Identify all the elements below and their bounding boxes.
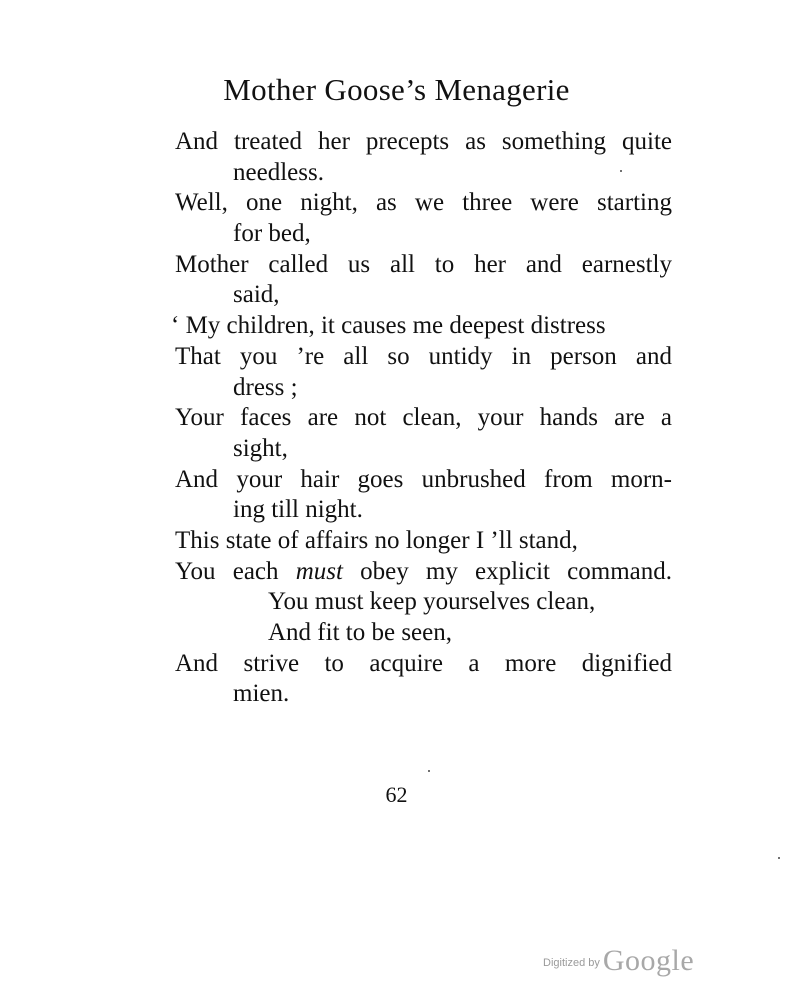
poem-line: mien. xyxy=(233,680,290,708)
poem-line: And strive to acquire a more dignified xyxy=(175,649,672,677)
emphasized-word: must xyxy=(295,557,343,585)
google-logo: Google xyxy=(602,944,695,977)
poem-line: for bed, xyxy=(233,220,311,248)
poem-line: And your hair goes unbrushed from morn- xyxy=(175,465,672,493)
scan-speck xyxy=(620,170,622,172)
poem-line: ‘ My children, it causes me deepest distress xyxy=(171,312,606,340)
digitized-by-label: Digitized by xyxy=(543,957,600,969)
poem-line: Well, one night, as we three were starting xyxy=(175,189,672,217)
poem-line: dress ; xyxy=(233,373,298,401)
poem-line: said, xyxy=(233,281,280,309)
poem-line: That you ’re all so untidy in person and xyxy=(175,342,672,370)
poem-line: And treated her precepts as something quite xyxy=(175,128,672,155)
scan-speck xyxy=(428,770,430,772)
running-title: Mother Goose’s Menagerie xyxy=(223,72,570,107)
poem-line: sight, xyxy=(233,434,288,462)
poem-line-segment: obey my explicit command. xyxy=(342,557,672,585)
poem-line: This state of affairs no longer I ’ll stand, xyxy=(175,526,578,554)
poem-line: ing till night. xyxy=(233,496,363,524)
digitized-by-watermark xyxy=(543,944,743,984)
poem-line xyxy=(175,557,672,588)
poem-line: needless. xyxy=(233,158,324,186)
poem-line: Mother called us all to her and earnestly xyxy=(175,250,672,278)
poem-text xyxy=(171,127,672,710)
page-number: 62 xyxy=(385,782,408,807)
poem-line: And fit to be seen, xyxy=(268,619,452,646)
scan-speck xyxy=(778,857,780,859)
poem-line: Your faces are not clean, your hands are a xyxy=(175,404,672,432)
poem-line-segment: You each xyxy=(175,557,296,585)
poem-line: You must keep yourselves clean, xyxy=(268,588,596,616)
